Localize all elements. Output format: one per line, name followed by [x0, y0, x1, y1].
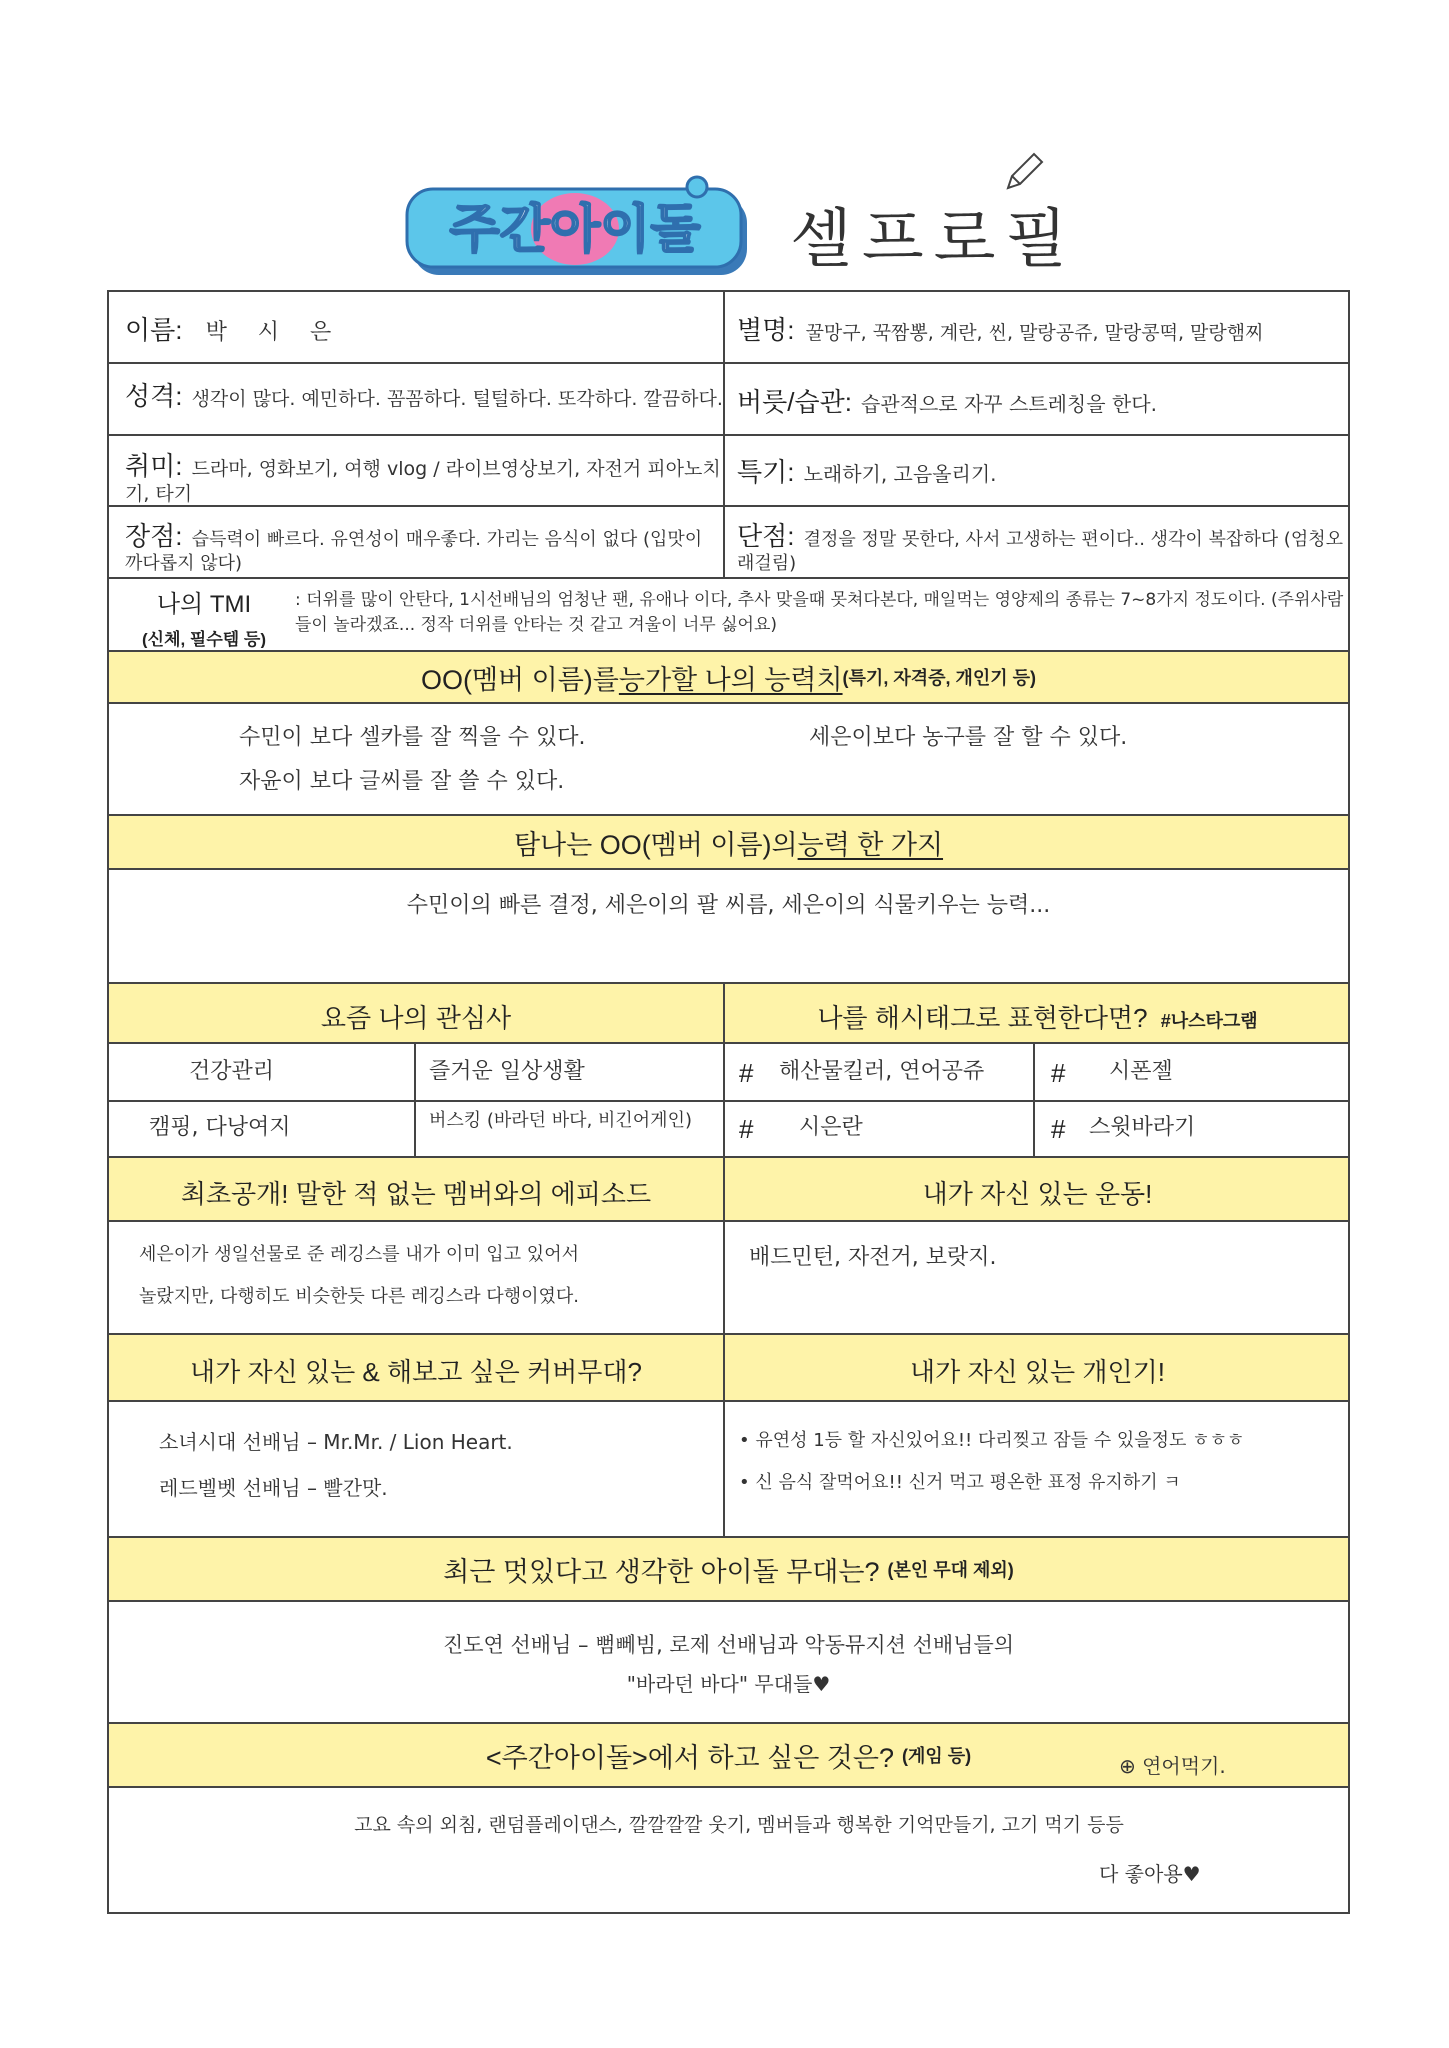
weakness-field: [737, 516, 1349, 576]
ability-section-header: [109, 650, 1348, 704]
episode-line-2: 놀랐지만, 다행히도 비슷한듯 다른 레깅스라 다행이였다.: [139, 1286, 579, 1307]
interest-item: 즐거운 일상생활: [429, 1059, 585, 1084]
interest-item: 버스킹 (바라던 바다, 비긴어게인): [429, 1110, 692, 1131]
column-divider: [1033, 1044, 1035, 1156]
nickname-value: 꿀망구, 꾹짬뽕, 계란, 씬, 말랑공쥬, 말랑콩떡, 말랑햄찌: [805, 322, 1264, 344]
ability-line-2: 세은이보다 농구를 잘 할 수 있다.: [809, 725, 1128, 750]
nickname-label: 별명:: [737, 315, 795, 345]
stage-header-note: (본인 무대 제외): [887, 1560, 1014, 1580]
column-divider: [414, 1044, 416, 1156]
strength-value: 습득력이 빠르다. 유연성이 매우좋다. 가리는 음식이 없다 (입맛이 까다롭지 않다): [125, 529, 703, 574]
interest-item: 캠핑, 다낭여지: [149, 1115, 291, 1140]
talent-value: 노래하기, 고음올리기.: [803, 462, 997, 486]
hashtag-item: 스윗바라기: [1089, 1115, 1196, 1140]
ability-header-text: OO(멤버 이름)를: [420, 664, 619, 695]
tmi-value: : 더위를 많이 안탄다, 1시선배님의 엄청난 팬, 유애나 이다, 추사 맞을때 못쳐다본다, 매일먹는 영양제의 종류는 7~8가지 정도이다. (주위사람들이 놀라겠죠... 정작 더위를 안타는 것 같고 겨울이 너무 싫어요): [295, 590, 1344, 635]
stage-line-1: 진도연 선배님 – 뻠뻬빔, 로제 선배님과 악동뮤지션 선배님들의: [442, 1633, 1015, 1657]
hashtag-item: 시은란: [799, 1115, 863, 1140]
talent-label: 특기:: [737, 457, 795, 487]
name-value: 박 시 은: [205, 320, 344, 345]
talent-field: [737, 452, 1349, 496]
hobby-value: 드라마, 영화보기, 여행 vlog / 라이브영상보기, 자전거 피아노치기, 타기: [125, 458, 721, 504]
divider: [109, 1100, 1348, 1102]
want-note: ⊕ 연어먹기.: [1119, 1754, 1226, 1778]
exercise-header: 내가 자신 있는 운동!: [922, 1179, 1153, 1208]
divider: [109, 434, 1348, 436]
hash-symbol: #: [739, 1058, 754, 1088]
name-label: 이름:: [125, 315, 183, 345]
divider: [109, 577, 1348, 579]
tmi-label-block: [119, 584, 289, 648]
hashtag-item: 시폰젤: [1109, 1059, 1173, 1084]
logo-mascot-icon: [687, 177, 707, 197]
habit-label: 버릇/습관:: [737, 387, 852, 417]
stage-section-header: [109, 1536, 1348, 1602]
tmi-label: 나의 TMI: [156, 591, 252, 618]
weakness-value: 결정을 정말 못한다, 사서 고생하는 편이다.. 생각이 복잡하다 (엄청오래걸림): [737, 529, 1343, 574]
hobby-field: [125, 446, 725, 504]
hobby-label: 취미:: [125, 451, 183, 481]
personality-value: 생각이 많다. 예민하다. 꼼꼼하다. 털털하다. 또각하다. 깔끔하다.: [191, 388, 723, 410]
name-field: [125, 310, 725, 350]
want-line-2: 다 좋아용♥: [1099, 1862, 1201, 1886]
divider: [109, 505, 1348, 507]
personality-label: 성격:: [125, 381, 183, 411]
ability-line-1: 수민이 보다 셀카를 잘 찍을 수 있다.: [239, 725, 586, 750]
hash-symbol: #: [1051, 1114, 1066, 1144]
gag-header: 내가 자신 있는 개인기!: [910, 1357, 1165, 1386]
episode-header: 최초공개! 말한 적 없는 멤버와의 에피소드: [180, 1179, 652, 1208]
weekly-idol-logo: [405, 175, 755, 285]
gag-line-2: • 신 음식 잘먹어요!! 신거 먹고 평온한 표정 유지하기 ㅋ: [739, 1472, 1181, 1493]
interest-item: 건강관리: [189, 1059, 275, 1084]
covet-section-header: [109, 814, 1348, 870]
habit-field: [737, 382, 1349, 426]
hashtag-item: 해산물킬러, 연어공쥬: [779, 1059, 985, 1084]
strength-field: [125, 516, 725, 576]
stage-header-text: 최근 멋있다고 생각한 아이돌 무대는?: [443, 1556, 880, 1587]
profile-sheet: [107, 290, 1350, 1914]
hashtag-header-text: 나를 해시태그로 표현한다면?: [817, 1003, 1148, 1032]
interest-header: 요즘 나의 관심사: [320, 1003, 512, 1032]
ability-header-emphasis: 능가할 나의 능력치: [618, 664, 843, 695]
ability-line-3: 자윤이 보다 글씨를 잘 쓸 수 있다.: [239, 769, 565, 794]
hash-symbol: #: [1051, 1058, 1066, 1088]
weakness-label: 단점:: [737, 521, 795, 551]
nickname-field: [737, 310, 1349, 354]
cover-line-2: 레드벨벳 선배님 – 빨간맛.: [159, 1476, 388, 1500]
stage-line-2: "바라던 바다" 무대들♥: [626, 1672, 831, 1696]
episode-line-1: 세은이가 생일선물로 준 레깅스를 내가 이미 입고 있어서: [139, 1244, 579, 1265]
want-header-text: <주간아이돌>에서 하고 싶은 것은?: [485, 1742, 894, 1773]
want-line-1: 고요 속의 외침, 랜덤플레이댄스, 깔깔깔깔 웃기, 멤버들과 행복한 기억만들기, 고기 먹기 등등: [354, 1814, 1124, 1836]
covet-header-emphasis: 능력 한 가지: [797, 829, 944, 860]
covet-header-text: 탐나는 OO(멤버 이름)의: [513, 829, 798, 860]
want-header-note: (게임 등): [901, 1746, 972, 1766]
exercise-value: 배드민턴, 자전거, 보랏지.: [749, 1245, 997, 1270]
tmi-sublabel: (신체, 필수템 등): [141, 630, 267, 648]
divider: [109, 362, 1348, 364]
pencil-icon: [1000, 150, 1046, 196]
covet-value: 수민이의 빠른 결정, 세은이의 팔 씨름, 세은이의 식물키우는 능력...: [406, 893, 1051, 918]
habit-value: 습관적으로 자꾸 스트레칭을 한다.: [861, 392, 1157, 416]
column-divider: [723, 982, 725, 1536]
personality-field: [125, 376, 725, 432]
cover-header: 내가 자신 있는 & 해보고 싶은 커버무대?: [190, 1357, 642, 1386]
column-divider: [723, 292, 725, 577]
logo-text: 주간아이돌: [449, 200, 701, 260]
ability-header-note: (특기, 자격증, 개인기 등): [842, 668, 1037, 688]
strength-label: 장점:: [125, 521, 183, 551]
cover-line-1: 소녀시대 선배님 – Mr.Mr. / Lion Heart.: [159, 1430, 513, 1454]
gag-line-1: • 유연성 1등 할 자신있어요!! 다리찢고 잠들 수 있을정도 ㅎㅎㅎ: [739, 1430, 1245, 1451]
hash-symbol: #: [739, 1114, 754, 1144]
hashtag-header: [723, 998, 1352, 1032]
page-subtitle: 셀프로필: [790, 203, 1078, 277]
hashtag-header-note: #나스타그램: [1160, 1011, 1258, 1031]
